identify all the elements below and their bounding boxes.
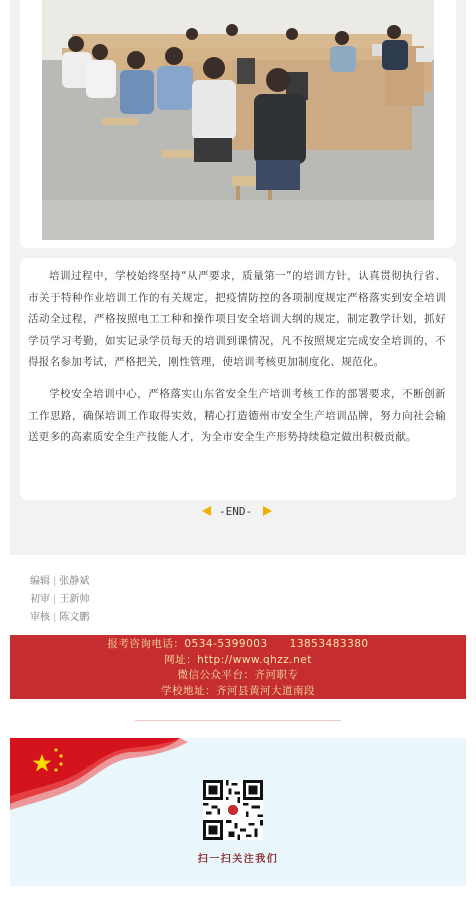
- credit-role: 初审: [30, 594, 50, 605]
- article-paragraph-2: 学校安全培训中心，严格落实山东省安全生产培训考核工作的部署要求，不断创新工作思路，确保培训工作取得实效，精心打造德州市安全生产培训品牌，努力向社会输送更多的高素质安全生产技能人才，为全市安全生产形势持续稳定做出积极贡献。: [28, 388, 446, 443]
- credits: [30, 573, 89, 627]
- contact-wechat: 微信公众平台：齐河职专: [177, 669, 299, 681]
- credit-row: 编辑 | 张静斌: [30, 573, 89, 591]
- contact-website[interactable]: 网址：http://www.qhzz.net: [164, 653, 312, 666]
- credit-row: 初审 | 王新帅: [30, 591, 89, 609]
- credit-name: 张静斌: [59, 576, 90, 587]
- contact-banner: [10, 635, 466, 699]
- qr-caption: 扫一扫关注我们: [197, 854, 279, 865]
- article-paragraph-1: 培训过程中，学校始终坚持“从严要求，质量第一”的培训方针，认真贯彻执行省、市关于特种作业培训工作的有关规定，把疫情防控的各项制度规定严格落实到安全培训活动全过程，严格按照电工工种和操作项目安全培训大纲的规定，制定教学计划，抓好学员学习考勤，如实记录学员每天的培训到课情况，凡不按照规定完成安全培训的，不得报名参加考试，严格把关，刚性管理，使培训考核更加制度化、规范化。: [28, 270, 446, 368]
- training-classroom-photo: [42, 0, 434, 240]
- divider: [135, 720, 341, 721]
- end-text: -END-: [219, 505, 253, 518]
- contact-address: 学校地址：齐河县黄河大道南段: [161, 684, 315, 697]
- end-marker: [199, 504, 279, 520]
- credit-role: 审核: [30, 612, 50, 623]
- left-arrow-icon: [202, 506, 211, 516]
- contact-phone: 报考咨询电话：0534-5399003 13853483380: [107, 638, 369, 650]
- follow-us-card: [10, 738, 466, 886]
- right-arrow-icon: [263, 506, 272, 516]
- national-flag-decoration: [10, 738, 200, 818]
- credit-row: 审核 | 陈文鹏: [30, 609, 89, 627]
- credit-role: 编辑: [30, 576, 50, 587]
- qr-code[interactable]: [203, 780, 263, 840]
- credit-name: 王新帅: [59, 594, 90, 605]
- credit-name: 陈文鹏: [59, 612, 90, 623]
